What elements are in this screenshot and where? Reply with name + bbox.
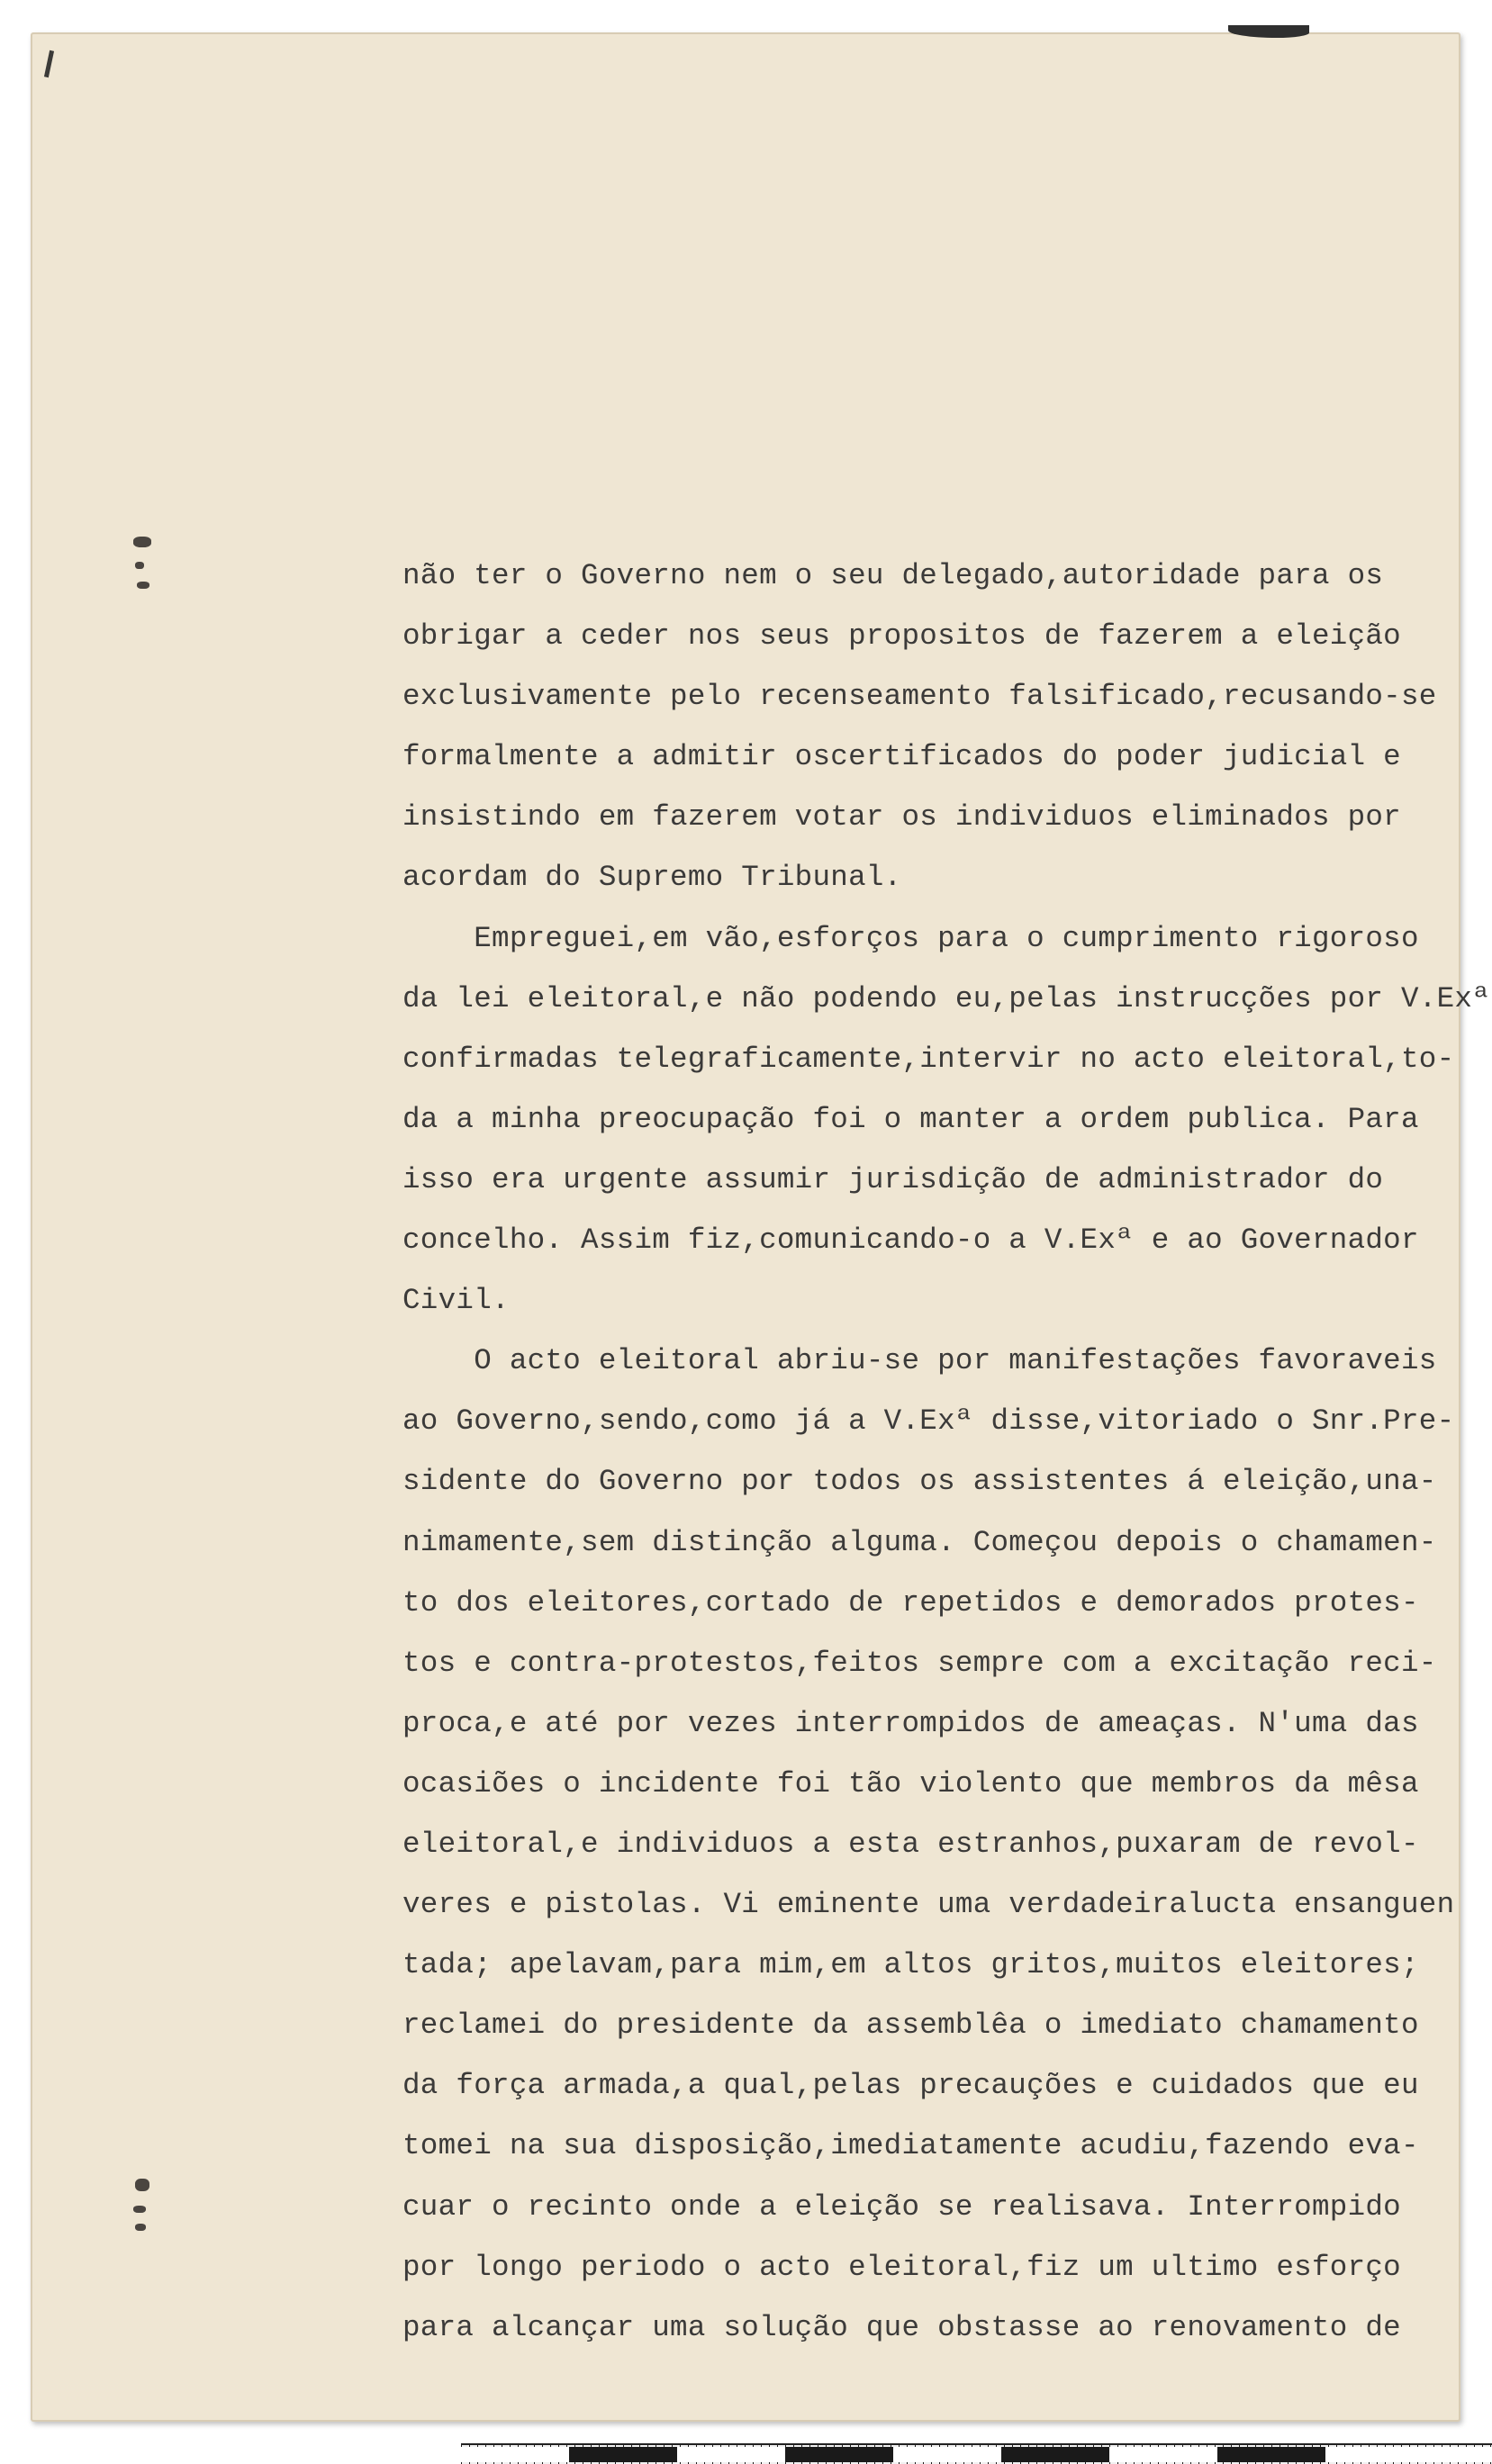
scale-ruler <box>461 2443 1492 2464</box>
text-line: cuar o recinto onde a eleição se realisava. Interrompido <box>402 2189 1401 2224</box>
text-line: exclusivamente pelo recenseamento falsificado,recusando-se <box>402 680 1437 714</box>
text-line: sidente do Governo por todos os assistentes á eleição,una- <box>402 1465 1437 1499</box>
text-line: to dos eleitores,cortado de repetidos e demorados protes- <box>402 1585 1419 1620</box>
text-line: tos e contra-protestos,feitos sempre com a excitação reci- <box>402 1646 1437 1680</box>
text-line: tomei na sua disposição,imediatamente acudiu,fazendo eva- <box>402 2129 1419 2163</box>
text-line: ocasiões o incidente foi tão violento que membros da mêsa <box>402 1766 1419 1801</box>
text-line: Empreguei,em vão,esforços para o cumprimento rigoroso <box>402 921 1419 955</box>
text-line: isso era urgente assumir jurisdição de administrador do <box>402 1162 1384 1196</box>
text-line: nimamente,sem distinção alguma. Começou depois o chamamen- <box>402 1525 1437 1559</box>
text-line: ao Governo,sendo,como já a V.Exª disse,vitoriado o Snr.Pre- <box>402 1404 1455 1439</box>
text-line: não ter o Governo nem o seu delegado,autoridade para os <box>402 559 1384 592</box>
text-line: veres e pistolas. Vi eminente uma verdadeiralucta ensanguen <box>402 1888 1455 1922</box>
text-line: da lei eleitoral,e não podendo eu,pelas instrucções por V.Exª <box>402 981 1490 1015</box>
typed-letter-body <box>402 546 1490 2358</box>
text-line: confirmadas telegraficamente,intervir no acto eleitoral,to- <box>402 1042 1455 1076</box>
text-line: proca,e até por vezes interrompidos de ameaças. N'uma das <box>402 1706 1419 1740</box>
text-line: concelho. Assim fiz,comunicando-o a V.Exª e ao Governador <box>402 1223 1419 1258</box>
text-line: da a minha preocupação foi o manter a ordem publica. Para <box>402 1102 1419 1136</box>
text-line: insistindo em fazerem votar os individuos eliminados por <box>402 800 1401 835</box>
text-line: O acto eleitoral abriu-se por manifestações favoraveis <box>402 1344 1437 1378</box>
text-line: obrigar a ceder nos seus propositos de fazerem a eleição <box>402 619 1401 654</box>
text-line: tada; apelavam,para mim,em altos gritos,muitos eleitores; <box>402 1948 1419 1982</box>
punch-hole-mark <box>131 2179 155 2234</box>
text-line: Civil. <box>402 1284 510 1318</box>
text-line: da força armada,a qual,pelas precauções e cuidados que eu <box>402 2069 1419 2103</box>
text-line: acordam do Supremo Tribunal. <box>402 861 902 895</box>
text-line: reclamei do presidente da assemblêa o imediato chamamento <box>402 2008 1419 2043</box>
text-line: formalmente a admitir oscertificados do poder judicial e <box>402 740 1401 774</box>
top-edge-tear <box>1228 25 1309 38</box>
text-line: eleitoral,e individuos a esta estranhos,puxaram de revol- <box>402 1827 1419 1861</box>
text-line: para alcançar uma solução que obstasse ao renovamento de <box>402 2310 1401 2344</box>
text-line: por longo periodo o acto eleitoral,fiz um ultimo esforço <box>402 2250 1401 2284</box>
punch-hole-mark <box>131 537 155 592</box>
torn-edge-mark <box>44 50 54 77</box>
